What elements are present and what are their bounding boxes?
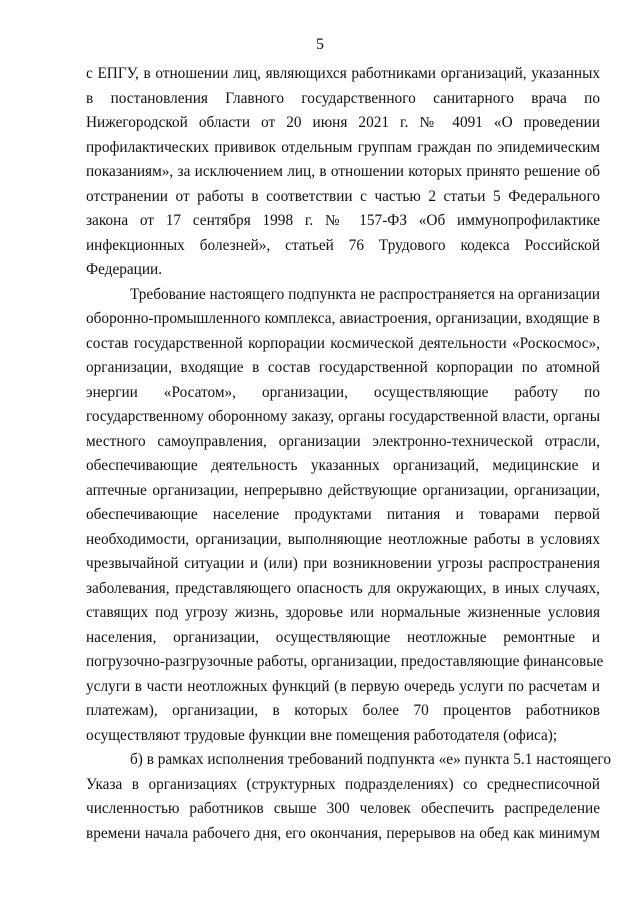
text-line: энергии «Росатом», организации, осуществляющие работу по xyxy=(86,383,600,401)
text-line: профилактических прививок отдельным группам граждан по эпидемическим xyxy=(86,138,600,156)
text-line: отстранении от работы в соответствии с частью 2 статьи 5 Федерального xyxy=(86,187,600,205)
page-number: 5 xyxy=(316,36,324,53)
text-line: обеспечивающие население продуктами питания и товарами первой xyxy=(86,506,600,523)
paragraph xyxy=(86,62,600,283)
text-line: необходимости, организации, выполняющие неотложные работы в условиях xyxy=(86,530,600,548)
text-line: государственному оборонному заказу, органы государственной власти, органы xyxy=(86,408,600,425)
text-line: местного самоуправления, организации электронно-технической отрасли, xyxy=(86,432,600,450)
text-line: Нижегородской области от 20 июня 2021 г. № 4091 «О проведении xyxy=(86,114,600,131)
text-line: населения, организации, осуществляющие неотложные ремонтные и xyxy=(86,628,600,646)
text-line: ставящих под угрозу жизнь, здоровье или нормальные жизненные условия xyxy=(86,604,600,621)
text-line: времени начала рабочего дня, его окончания, перерывов на обед как минимум xyxy=(86,824,600,842)
text-line: б) в рамках исполнения требований подпункта «е» пункта 5.1 настоящего xyxy=(130,751,611,768)
text-line: инфекционных болезней», статьей 76 Трудового кодекса Российской xyxy=(86,236,600,254)
text-line: Требование настоящего подпункта не распространяется на организации xyxy=(130,285,600,303)
paragraph xyxy=(86,283,604,749)
text-line: Федерации. xyxy=(86,261,163,278)
text-line: обеспечивающие деятельность указанных организаций, медицинские и xyxy=(86,457,600,474)
text-line: численностью работников свыше 300 человек обеспечить распределение xyxy=(86,800,600,817)
text-line: услуги в части неотложных функций (в первую очередь услуги по расчетам и xyxy=(86,677,600,695)
paragraph xyxy=(86,748,611,846)
text-line: закона от 17 сентября 1998 г. № 157-ФЗ «Об иммунопрофилактике xyxy=(86,212,600,229)
text-line: с ЕПГУ, в отношении лиц, являющихся работниками организаций, указанных xyxy=(86,65,600,82)
text-line: оборонно-промышленного комплекса, авиастроения, организации, входящие в xyxy=(86,310,600,327)
text-line: заболевания, представляющего опасность для окружающих, в иных случаях, xyxy=(86,579,600,597)
text-line: аптечные организации, непрерывно действующие организации, организации, xyxy=(86,481,600,499)
text-line: состав государственной корпорации космической деятельности «Роскосмос», xyxy=(86,334,600,352)
text-line: чрезвычайной ситуации и (или) при возникновении угрозы распространения xyxy=(86,555,600,572)
text-line: платежам), организации, в которых более 70 процентов работников xyxy=(86,702,600,719)
text-line: в постановления Главного государственного санитарного врача по xyxy=(86,89,600,107)
text-line: Указа в организациях (структурных подразделениях) со среднесписочной xyxy=(86,775,600,793)
text-line: осуществляют трудовые функции вне помещения работодателя (офиса); xyxy=(86,726,558,744)
text-line: организации, входящие в состав государственной корпорации по атомной xyxy=(86,359,600,376)
text-line: погрузочно-разгрузочные работы, организации, предоставляющие финансовые xyxy=(86,653,604,670)
text-line: показаниям», за исключением лиц, в отношении которых принято решение об xyxy=(86,163,600,180)
document-body xyxy=(86,62,611,846)
